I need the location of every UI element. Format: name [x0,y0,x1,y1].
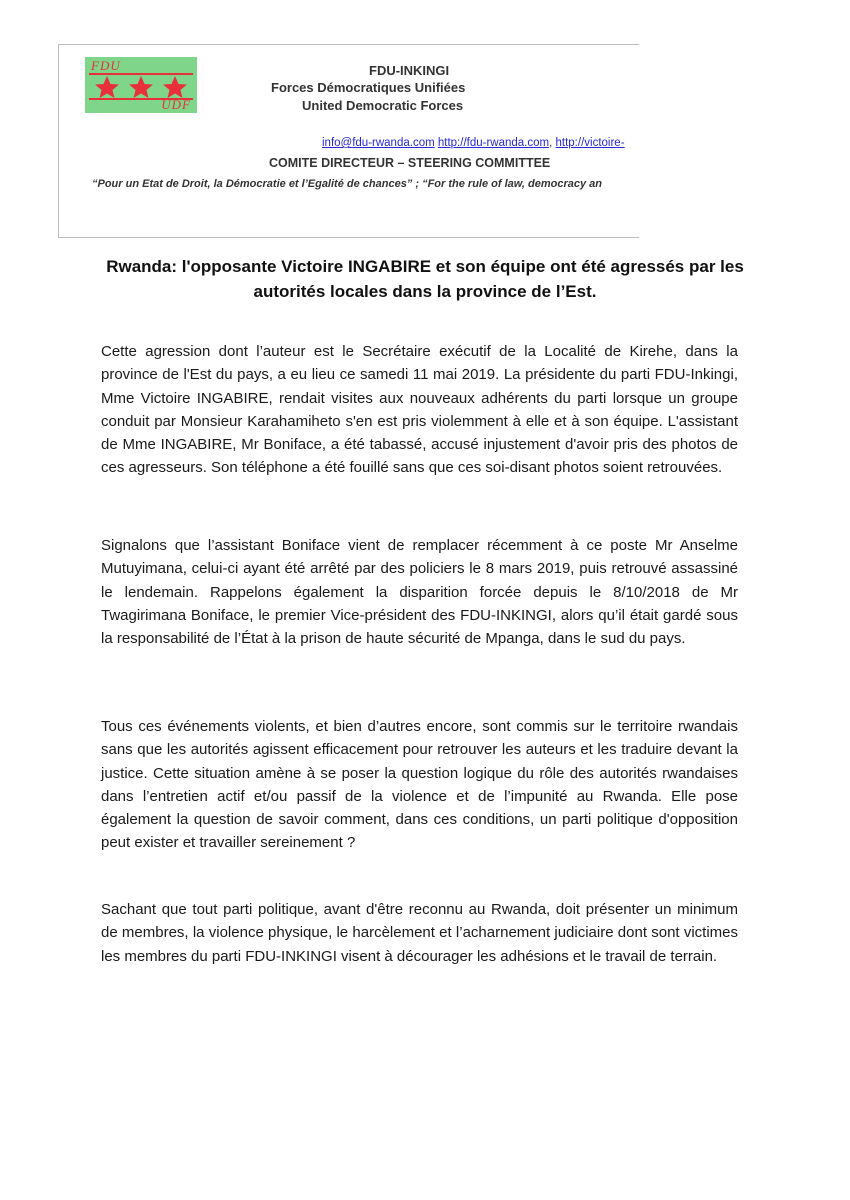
org-name-english: United Democratic Forces [302,98,464,113]
logo-top-text: FDU [91,58,121,73]
star-icon [91,75,123,99]
link-separator: , [549,137,556,149]
star-icon [159,75,191,99]
logo-stars [91,75,191,99]
paragraph-4: Sachant que tout parti politique, avant d'être reconnu au Rwanda, doit présenter un minimum de membres, la violence physique, le harcèlement et l’acharnement judiciaire dont sont victimes les membres du parti FDU-INKINGI visent à décourager les adhésions et le travail de terrain. [101,901,738,965]
motto: “Pour un Etat de Droit, la Démocratie et l’Egalité de chances” ; “For the rule of law, democracy an [92,178,602,190]
website-link[interactable]: http://fdu-rwanda.com [437,137,550,149]
committee-title: COMITE DIRECTEUR – STEERING COMMITTEE [269,156,551,170]
article-title: Rwanda: l'opposante Victoire INGABIRE et son équipe ont été agressés par les autorités locales dans la province de l’Est. [106,257,744,301]
email-link[interactable]: info@fdu-rwanda.com [322,137,435,149]
star-icon [125,75,157,99]
party-logo [85,57,197,113]
contact-links [322,137,625,149]
org-name: FDU-INKINGI [369,63,450,78]
paragraph-3: Tous ces événements violents, et bien d’autres encore, sont commis sur le territoire rwandais sans que les autorités agissent efficacement pour retrouver les auteurs et les traduire devant la justice. Cette situation amène à se poser la question logique du rôle des autorités rwandaises dans l’entretien actif et/ou passif de la violence et de l’impunité au Rwanda. Elle pose également la question de savoir comment, dans ces conditions, un parti politique d'opposition peut exister et travailler sereinement ? [101,718,738,852]
paragraph-1: Cette agression dont l’auteur est le Secrétaire exécutif de la Localité de Kirehe, dans la province de l'Est du pays, a eu lieu ce samedi 11 mai 2019. La présidente du parti FDU-Inkingi, Mme Victoire INGABIRE, rendait visites aux nouveaux adhérents du parti lorsque un groupe conduit par Monsieur Karahamiheto s'en est pris violemment à elle et à son équipe. L'assistant de Mme INGABIRE, Mr Boniface, a été tabassé, accusé injustement d'avoir pris des photos de ces agresseurs. Son téléphone a été fouillé sans que ces soi-disant photos soient retrouvées. [101,343,738,477]
letterhead [58,44,639,238]
website-link-2[interactable]: http://victoire- [555,137,625,149]
org-name-french: Forces Démocratiques Unifiées [271,80,466,95]
logo-bottom-text: UDF [161,97,191,112]
paragraph-2: Signalons que l’assistant Boniface vient de remplacer récemment à ce poste Mr Anselme Mutuyimana, celui-ci ayant été arrêté par des policiers le 8 mars 2019, puis retrouvé assassiné le lendemain. Rappelons également la disparition forcée depuis le 8/10/2018 de Mr Twagirimana Boniface, le premier Vice-président des FDU-INKINGI, alors qu’il était gardé sous la responsabilité de l’État à la prison de haute sécurité de Mpanga, dans le sud du pays. [101,537,738,648]
